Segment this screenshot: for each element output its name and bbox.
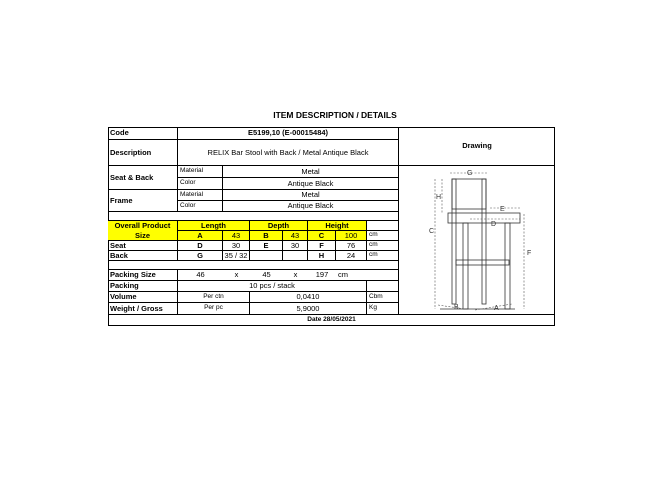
dim-row-2-label: Back	[108, 251, 178, 261]
drawing-letter-e: E	[500, 206, 505, 213]
weight-value: 5,9000	[250, 303, 367, 315]
seat-back-color-label: Color	[178, 178, 223, 190]
drawing-letter-h: H	[436, 194, 442, 201]
packing-label: Packing	[108, 281, 178, 292]
front-leg-left	[463, 223, 468, 309]
header-unit-blank	[367, 221, 399, 231]
seat-back-label: Seat & Back	[108, 166, 178, 190]
spacer-row-2	[108, 261, 399, 270]
depth-header: Depth	[250, 221, 308, 231]
packing-size-height: 197	[308, 270, 336, 281]
dim-row-0-v1: 43	[223, 231, 250, 241]
dim-row-0-c3: C	[308, 231, 336, 241]
back-post-right	[482, 179, 486, 304]
weight-label: Weight / Gross	[108, 303, 178, 315]
dim-row-0-c1: A	[178, 231, 223, 241]
dim-line-b	[438, 305, 465, 309]
dim-row-1-v3: 76	[336, 241, 367, 251]
packing-size-x2: x	[283, 270, 308, 281]
drawing-letter-d: D	[491, 221, 497, 228]
dim-row-1-label: Seat	[108, 241, 178, 251]
back-post-left	[452, 179, 456, 304]
packing-unit-blank	[367, 281, 399, 292]
dim-row-2-c2	[250, 251, 283, 261]
document-title: ITEM DESCRIPTION / DETAILS	[273, 110, 397, 120]
packing-size-unit: cm	[336, 270, 399, 281]
dim-row-1-unit: cm	[367, 241, 399, 251]
packing-value: 10 pcs / stack	[178, 281, 367, 292]
spacer-row	[108, 212, 399, 221]
drawing-letter-a: A	[494, 305, 499, 312]
dim-row-2-unit: cm	[367, 251, 399, 261]
overall-size-label	[108, 221, 178, 241]
weight-unit: Kg	[367, 303, 399, 315]
frame-color-value: Antique Black	[223, 201, 399, 212]
date-text: Date 28/05/2021	[307, 316, 356, 324]
length-header: Length	[178, 221, 250, 231]
dim-row-2-v2	[283, 251, 308, 261]
drawing-letter-f: F	[527, 250, 532, 257]
overall-size-label-line2: Size	[134, 230, 150, 240]
dim-row-1-c2: E	[250, 241, 283, 251]
description-value: RELIX Bar Stool with Back / Metal Antique Black	[178, 140, 399, 166]
overall-size-label-line1: Overall Product	[114, 221, 171, 230]
volume-value: 0,0410	[250, 292, 367, 303]
frame-material-label: Material	[178, 190, 223, 201]
drawing-letter-b: B	[454, 304, 459, 311]
seat-back-material-value: Metal	[223, 166, 399, 178]
volume-label: Volume	[108, 292, 178, 303]
dim-row-0-v3: 100	[336, 231, 367, 241]
frame-label: Frame	[108, 190, 178, 212]
code-value: E5199,10 (E-00015484)	[178, 127, 399, 140]
seat-back-material-label: Material	[178, 166, 223, 178]
drawing-letter-g: G	[467, 170, 473, 177]
seat	[448, 213, 520, 223]
dim-row-1-v2: 30	[283, 241, 308, 251]
volume-per: Per ctn	[178, 292, 250, 303]
code-label: Code	[108, 127, 178, 140]
frame-material-value: Metal	[223, 190, 399, 201]
back-rest	[452, 179, 486, 209]
dim-row-2-v3: 24	[336, 251, 367, 261]
dim-row-2-c1: G	[178, 251, 223, 261]
packing-size-length: 46	[178, 270, 223, 281]
footrest	[456, 260, 509, 265]
drawing-letter-c: C	[429, 228, 435, 235]
front-leg-right	[505, 223, 510, 309]
dim-row-1-c3: F	[308, 241, 336, 251]
weight-per: Per pc	[178, 303, 250, 315]
dim-row-1-v1: 30	[223, 241, 250, 251]
packing-size-x1: x	[223, 270, 250, 281]
packing-size-width: 45	[250, 270, 283, 281]
dim-row-0-v2: 43	[283, 231, 308, 241]
bar-stool-drawing	[400, 167, 554, 314]
seat-back-color-value: Antique Black	[223, 178, 399, 190]
dim-row-0-unit: cm	[367, 231, 399, 241]
packing-size-label: Packing Size	[108, 270, 178, 281]
dim-row-1-c1: D	[178, 241, 223, 251]
volume-unit: Cbm	[367, 292, 399, 303]
description-label: Description	[108, 140, 178, 166]
dim-row-0-c2: B	[250, 231, 283, 241]
dim-row-2-v1: 35 / 32	[223, 251, 250, 261]
height-header: Height	[308, 221, 367, 231]
dim-row-2-c3: H	[308, 251, 336, 261]
drawing-label: Drawing	[399, 127, 555, 166]
frame-color-label: Color	[178, 201, 223, 212]
